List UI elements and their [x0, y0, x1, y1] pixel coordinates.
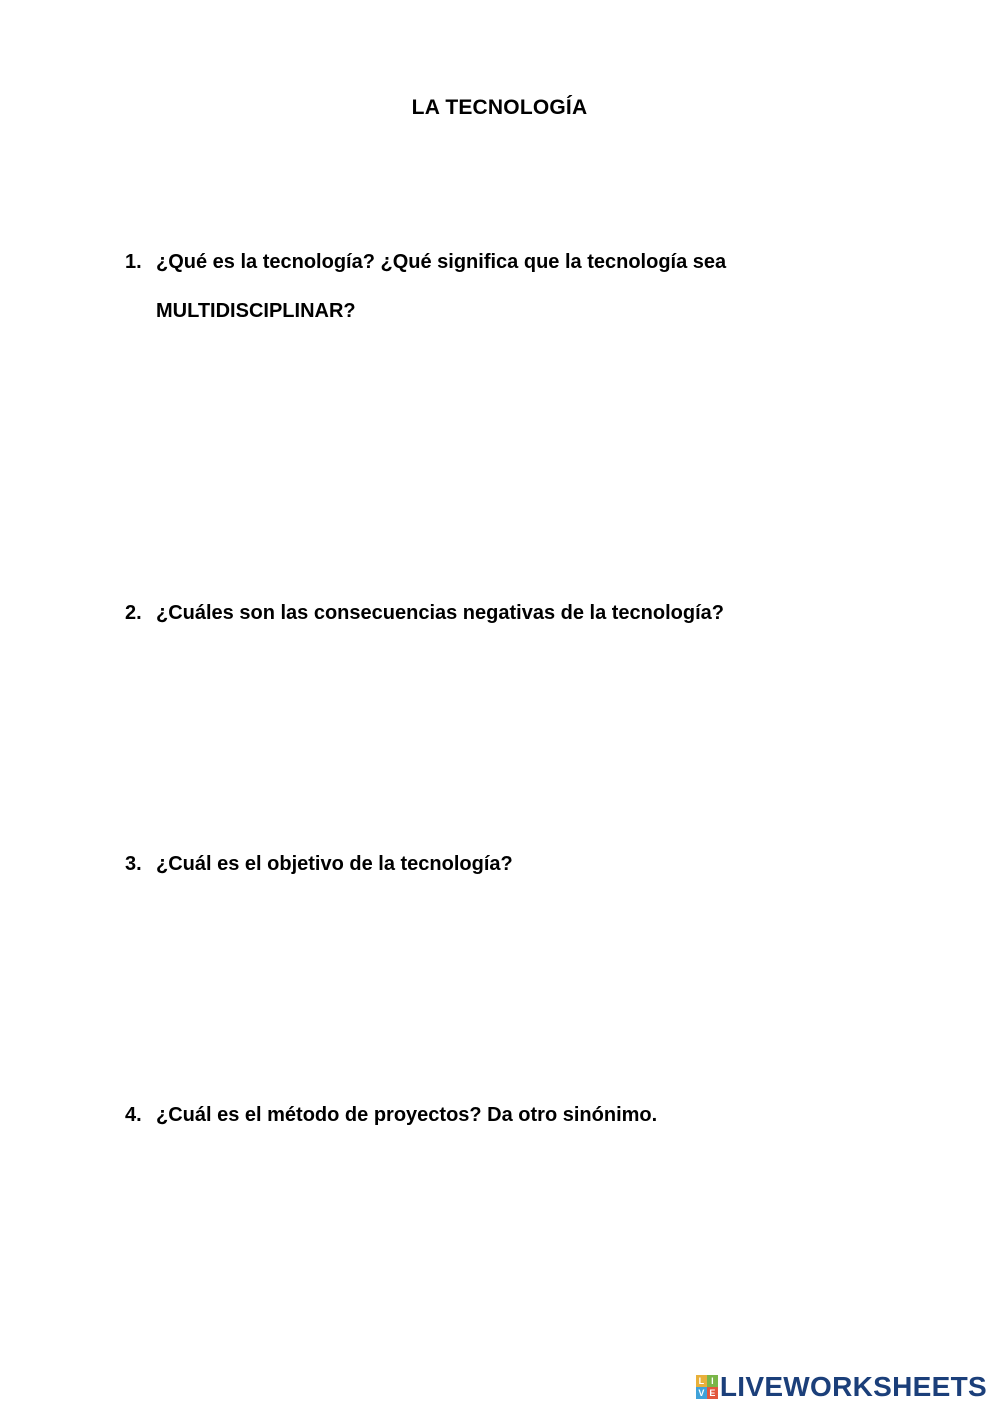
- liveworksheets-logo-text: LIVEWORKSHEETS: [719, 1371, 987, 1402]
- liveworksheets-logo: [696, 1372, 987, 1402]
- question-4: [125, 1091, 885, 1140]
- logo-tile: V: [696, 1387, 707, 1399]
- question-3: [125, 840, 885, 889]
- question-number: 3.: [125, 853, 142, 875]
- logo-tile: I: [707, 1375, 718, 1387]
- question-text-line: MULTIDISCIPLINAR?: [156, 300, 356, 322]
- question-number: 4.: [125, 1104, 142, 1126]
- logo-tile: E: [707, 1387, 718, 1399]
- question-text-line: ¿Cuáles son las consecuencias negativas de la tecnología?: [156, 602, 724, 624]
- question-1: [125, 238, 885, 336]
- question-text-line: ¿Qué es la tecnología? ¿Qué significa que la tecnología sea: [156, 251, 727, 273]
- logo-tile: L: [696, 1375, 707, 1387]
- question-text-line: ¿Cuál es el método de proyectos? Da otro sinónimo.: [156, 1104, 658, 1126]
- question-number: 1.: [125, 251, 142, 273]
- question-number: 2.: [125, 602, 142, 624]
- question-text-line: ¿Cuál es el objetivo de la tecnología?: [156, 853, 513, 875]
- liveworksheets-logo-icon: [696, 1375, 718, 1399]
- page-title: LA TECNOLOGÍA: [411, 96, 588, 119]
- question-2: [125, 589, 885, 638]
